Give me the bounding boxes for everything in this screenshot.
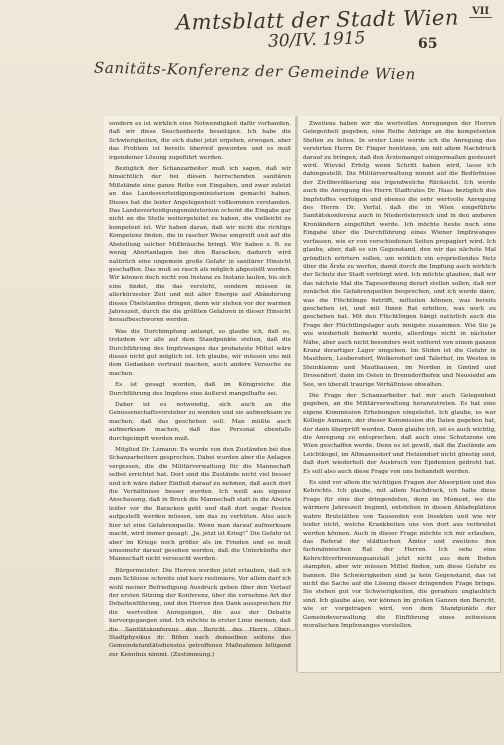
roman-numeral-marker: VII [469, 6, 492, 18]
paragraph: Mitglied Dr. Lemann: Es wurde von den Zuständen bei den Schanzarbeitern gesprochen. Dabei wurden aber die Anlagen vergessen, die die Militärverwaltung für die Mannschaft selbst errichtet hat. Dort sind die Zustände nicht viel besser und ich wäre daher Einfluß darauf zu nehmen, daß auch dort die Verhältnisse besser werden. Ich weiß aus eigener Anschauung, daß in Bruck die Mannschaft statt in die Aborte leider vor die Baracken geht und daß dort sogar Posten aufgestellt werden müssen, um das zu verhüten. Also auch hier ist eine Gefahrenquelle. Wenn man darauf aufmerksam macht, wird immer gesagt: „Ja, jetzt ist Krieg!“ Die Gefahr ist aber im Kriege noch größer als im Frieden und so muß umsomehr darauf gesehen werden, daß die Unterkünfte der Mannschaft nicht verseucht werden. [109, 447, 291, 563]
paragraph: Daher ist es notwendig, sich auch an die Genossenschaftsvorsteher zu wenden und sie aufmerksam zu machen, daß das geschehen soll. Man müßte auch aufmerksam machen, daß das Personal ebenfalls durchgeimpft werden muß. [109, 402, 291, 442]
handwritten-note: Sanitäts-Konferenz der Gemeinde Wien [93, 58, 417, 84]
newspaper-clipping-right [298, 116, 500, 672]
page-number: 65 [418, 36, 438, 52]
handwritten-date: 30/IV. 1915 [267, 28, 366, 52]
paragraph: Es sind vor allem die wichtigen Fragen der Absorption und des Kehrichts. Ich glaube, mit allem Nachdruck, ich halte diese Frage für eine der dringendsten, denn im Moment, wo die wärmere Jahreszeit beginnt, entstehen in diesen Abladeplätzen wahre Brutstätten von Tausenden von Insekten und wie wir leider nicht, welche Krankheiten uns von dort aus verbreitet werden können. Auch in dieser Frage möchte ich mir erlauben, das Referat der städtischen Ämter und zweitens den fachmännischen Rat der Herren. Ich sehe eine Kehrichtverbrennungsanstalt jetzt nicht aus dem Boden stampfen, aber wir müssen Mittel finden, um diese Gefahr zu bannen. Die Schwierigkeiten sind ja kein Gegenstand, das ist nicht die Sache auf die Lösung dieser dringenden Frage bringe. Sie stehen gut vor Schwierigkeiten, die geradezu unglaublich sind. Ich glaube also, wir können im großen Ganzen den Bericht, wie er vorgetragen wird, von dem Standpunkte der Gemeindeverwaltung die Einführung eines zeitweisen moralischen Impfzwanges vorstellen. [303, 480, 496, 629]
paragraph: Was die Durchimpfung anlangt, so glaube ich, daß es, trotzdem wir alle auf dem Standpunkte stehen, daß die Durchführung des Impfzwanges das probateste Mittel wäre dieses nicht gut möglich ist. Ich glaube, wir müssen uns mit dem Gedanken vertraut machen, auch andere Versuche zu machen. [109, 328, 291, 377]
paragraph: Bezüglich der Schanzarbeiter muß ich sagen, daß wir hinsichtlich der bei diesen herrschenden sanitären Mißstände eine ganze Reihe von Eingaben, und zwar zuletzt an das Landesverteidigungsministerium gemacht haben. Dieses hat die leider Angelegenheit vollkommen verstanden. Das Landesverteidigungsministerium scheint die Eingabe gar nicht an die Stelle weitergeleitet zu haben, die vielleicht zu kompetent ist. Wir haben daran, daß wir nicht die richtige Kompetenz finden, die in rascher Weise eingreift und auf die Abstellung solcher Mißbräuche bringt. Wir haben z. B. zu wenig Abortanlagen bei den Baracken; dadurch wird natürlich eine ungemein große Gefahr in sanitärer Hinsicht geschaffen. Das muß so rasch als möglich abgestellt werden. Wir können doch nicht von Instanz zu Instanz laufen, bis sich eine findet, die das versteht, sondern müssen in allerkürzester Zeit und mit aller Energie auf Abänderung dieses Übelstandes dringen, denn wir stehen vor der warmen Jahreszeit, durch die die größten Gefahren in dieser Hinsicht heraufbeschworen werden. [109, 166, 291, 324]
paragraph: Es ist gesagt worden, daß im Königreiche die Durchführung des Impfens eine äußerst mangelhafte sei. [109, 382, 291, 397]
handwritten-title: Amtsblatt der Stadt Wien [175, 5, 460, 35]
text-column-left [109, 120, 291, 658]
paragraph: sondern es ist wirklich eine Notwendigkeit dafür vorhanden, daß wir diese Seuchenherde beseitigen. Ich habe die Schwierigkeiten, die sich dabei jetzt ergeben, erwogen, aber das Problem ist bereits überreif geworden und es muß irgendeiner Lösung zugeführt werden. [109, 121, 291, 161]
paragraph: Die Frage der Schanzarbeiter hat mir auch Gelegenheit gegeben, an die Militärverwaltung heranzutreten. Es hat eine eigene Kommission Erhebungen eingeleitet. Ich glaube, es war Kollege Axmann, der dieser Kommission die Daten gegeben hat, der dann überprüft wurden. Dann glaube ich, ist es auch wichtig, die Anregung zu entsprechen, daß auch eine Schutzzone um Wien geschaffen werde. Denn es ist gewiß, daß die Zustände am Leichtkogel, im Altmannsdorf und Hetzendorf nicht günstig sind, daß dort wiederholt der Ausbruch von Epidemien gedroht hat. Es soll also auch diese Frage von uns behandelt werden. [303, 393, 496, 475]
text-column-right [303, 120, 496, 670]
newspaper-clipping-left [104, 116, 295, 658]
paragraph: Bürgermeister: Die Herren werden jetzt erlauben, daß ich zum Schlusse schreite und kurz resümiere. Vor allem darf ich wohl meiner Befriedigung Ausdruck geben über den Verlauf der ersten Sitzung der Konferenz, über die vornehme Art der Debattenführung, und den Herren den Dank aussprechen für die wertvollen Anregungen, die aus der Debatte hervorgegangen sind. Ich möchte in erster Linie meinen, daß die Sanitätskonferenz den Bericht des Herrn Ober-Stadtphysikus dr. Böhm nach demselben seitens des Gemeindefanitätsdienstes getroffenen Maßnahmen billigend zur Kenntnis nimmt. (Zustimmung.) [109, 567, 291, 658]
paragraph: Zweitens haben wir die wertvollen Anregungen der Herren Gelegenheit gegeben, eine Reihe Anträge an die kompetenten Stellen zu leiten. In erster Linie werde ich die Anregung des verehrten Herrn Dr. Finger benützen, um mit allem Nachdruck darauf zu bringen, daß den Ärztemangel einigermaßen gesteuert wird. Wieviel Erfolg wenn Schritt haben wird, lasse ich dahingestellt. Die Militärverwaltung nimmt auf die Bedürfnisse der Zivilbevölkerung nie irgendwelche Rücksicht. Ich werde auch die Anregung des Herrn Stadtrates Dr. Haas bezüglich des Impfstoffes verfolgen und ebenso die sehr wertvolle Anregung des Herrn Dr. Verfal, daß die in Wien eingeführte Sanitätskonferenz auch in Niederösterreich und in den anderen Kronländern eingeführt werde. Ich möchte heute noch eine Eingabe über die Durchführung eines Wiener Impfzwanges verfassen, wie er von verschiedenen Seiten propagiert wird. Ich glaube, aber, daß es ein Gegenstand, den wir das nächste Mal gründlich erörtern sollen, um wirklich ein ersprießendes Netz über die Ärzte zu werfen, damit durch die Impfung auch wirklich der Schutz der Stadt verbürgt wird. Ich möchte glauben, daß wir das nächste Mal die Tagesordnung derart stellen sollen, daß wir zunächst die Gefahrenquellen besprechen, und ich werde dann, was die Flüchtlinge betrifft, mitteilen können, was bereits geschehen ist, und mit Ihnen Rat erbitten, was noch zu geschehen hat. Mit den Flüchtlingen hängt natürlich auch die Frage der Flüchtlingslager aufs innigste zusammen. Wie Sie ja wie wiederholt bemerkt wurde, allerdings nicht in nächster Nähe, aber auch nicht besonders weit entfernt von einem ganzen Kranz derartiger Lager umgeben. Im Süden ist die Gefahr in Mauthern, Leobersdorf, Wolkersdorf und Talerhof, im Westen in Steinklamm und Mauthausen, im Norden in Gmünd und Drosendorf, dann im Osten in Brenndorfhofen und Neusiedel am See, wo überall traurige Verhältnisse obwalten. [303, 121, 496, 388]
